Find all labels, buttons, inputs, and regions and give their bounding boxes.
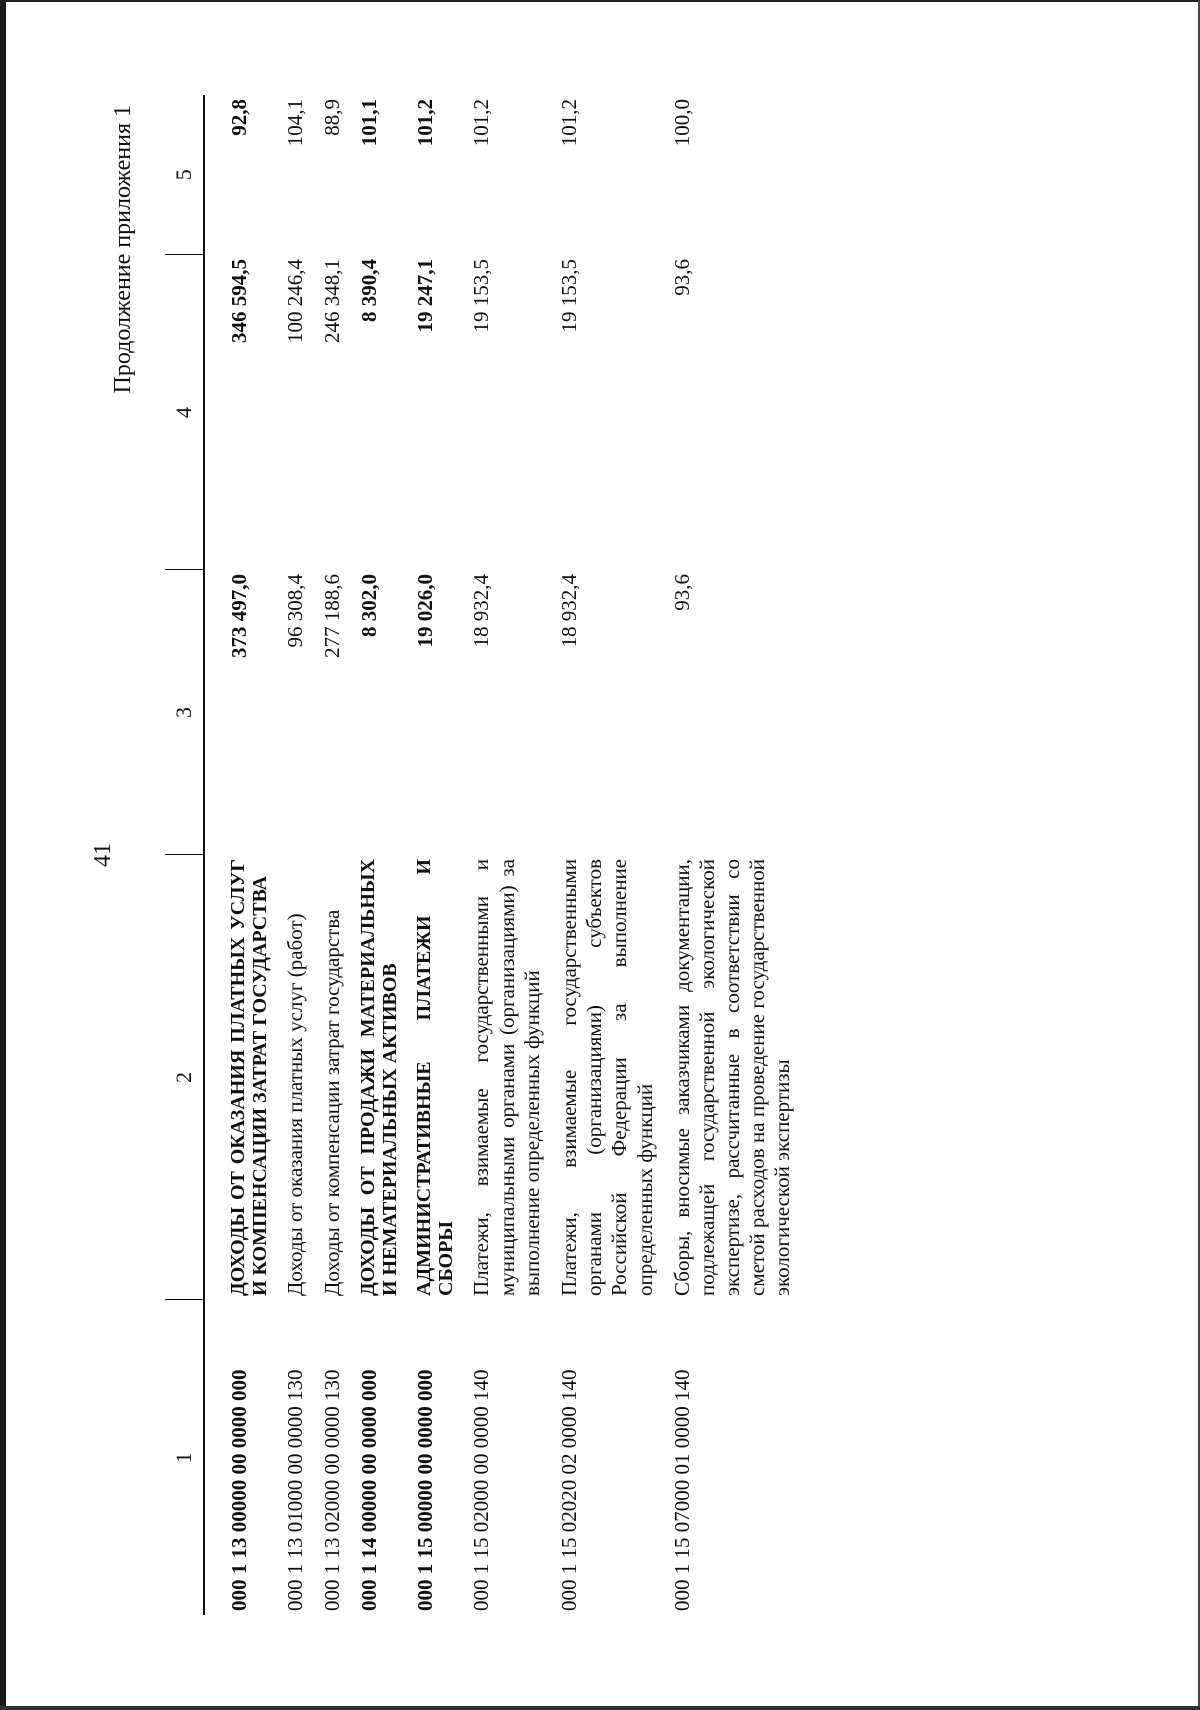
plan-value-cell: 18 932,4 (469, 574, 494, 648)
plan-value-cell: 93,6 (669, 574, 694, 611)
table-row (283, 95, 320, 1615)
header-col-3: 3 (165, 570, 204, 855)
header-col-5: 5 (165, 95, 204, 255)
code-cell: 000 1 13 01000 00 0000 130 (283, 1369, 307, 1611)
plan-value-cell: 19 026,0 (413, 574, 438, 648)
header-col-1: 1 (165, 1300, 204, 1615)
code-cell: 000 1 13 02000 00 0000 130 (320, 1369, 345, 1611)
page-number: 41 (90, 843, 116, 867)
percent-value-cell: 101,2 (556, 99, 581, 147)
header-col-2: 2 (165, 855, 204, 1300)
revenue-table (165, 95, 808, 1615)
appendix-continuation-note: Продолжение приложения 1 (110, 105, 136, 394)
actual-value-cell: 8 390,4 (357, 259, 382, 322)
rotated-page (90, 95, 1070, 1615)
header-row (165, 95, 204, 1615)
name-cell: ДОХОДЫ ОТ ОКАЗАНИЯ ПЛАТНЫХ УСЛУГ И КОМПЕНСАЦИИ ЗАТРАТ ГОСУДАРСТВА (227, 859, 271, 1296)
table-row (413, 95, 469, 1615)
table-header (165, 95, 204, 1615)
name-cell: АДМИНИСТРАТИВНЫЕ ПЛАТЕЖИ И СБОРЫ (413, 859, 458, 1296)
table-row (357, 95, 413, 1615)
actual-value-cell: 19 153,5 (556, 259, 581, 333)
code-cell: 000 1 15 00000 00 0000 000 (413, 1369, 438, 1611)
name-cell: Платежи, взимаемые государственными и муниципальными органами (организациями) за выполнение определенных функций (469, 859, 544, 1296)
code-cell: 000 1 14 00000 00 0000 000 (357, 1369, 382, 1611)
table-body (204, 95, 808, 1615)
name-cell: Доходы от оказания платных услуг (работ) (283, 913, 307, 1296)
scan-edge-bottom (0, 1706, 1200, 1710)
table-row (469, 95, 557, 1615)
actual-value-cell: 19 247,1 (413, 259, 438, 333)
code-cell: 000 1 15 07000 01 0000 140 (669, 1369, 694, 1611)
plan-value-cell: 373 497,0 (227, 574, 251, 658)
name-cell: Доходы от компенсации затрат государства (320, 909, 345, 1296)
code-cell: 000 1 15 02020 02 0000 140 (556, 1369, 581, 1611)
percent-value-cell: 101,2 (469, 99, 494, 147)
plan-value-cell: 8 302,0 (357, 574, 382, 637)
scan-edge-top (0, 0, 1200, 2)
percent-value-cell: 100,0 (669, 99, 694, 147)
table-row (320, 95, 357, 1615)
actual-value-cell: 346 594,5 (227, 259, 251, 343)
actual-value-cell: 93,6 (669, 259, 694, 296)
percent-value-cell: 88,9 (320, 99, 345, 136)
actual-value-cell: 246 348,1 (320, 259, 345, 343)
name-cell: Сборы, вносимые заказчиками документации, подлежащей государственной экологической экспертизе, рассчитанные в соответствии со сметой расходов на проведение государственной экологической экспертизы (669, 859, 795, 1296)
code-cell: 000 1 15 02000 00 0000 140 (469, 1369, 494, 1611)
plan-value-cell: 18 932,4 (556, 574, 581, 648)
scan-edge-left (0, 0, 6, 1710)
actual-value-cell: 100 246,4 (283, 259, 307, 343)
table-row (204, 95, 283, 1615)
percent-value-cell: 101,1 (357, 99, 382, 147)
table-row (557, 95, 670, 1615)
table-row (670, 95, 808, 1615)
header-col-4: 4 (165, 255, 204, 570)
percent-value-cell: 92,8 (227, 99, 251, 136)
code-cell: 000 1 13 00000 00 0000 000 (227, 1369, 251, 1611)
plan-value-cell: 96 308,4 (283, 574, 307, 648)
name-cell: Платежи, взимаемые государственными органами (организациями) субъектов Российской Федерации за выполнение определенных функций (556, 859, 657, 1296)
plan-value-cell: 277 188,6 (320, 574, 345, 658)
percent-value-cell: 104,1 (283, 99, 307, 147)
name-cell: ДОХОДЫ ОТ ПРОДАЖИ МАТЕРИАЛЬНЫХ И НЕМАТЕРИАЛЬНЫХ АКТИВОВ (357, 859, 402, 1296)
percent-value-cell: 101,2 (413, 99, 438, 147)
actual-value-cell: 19 153,5 (469, 259, 494, 333)
